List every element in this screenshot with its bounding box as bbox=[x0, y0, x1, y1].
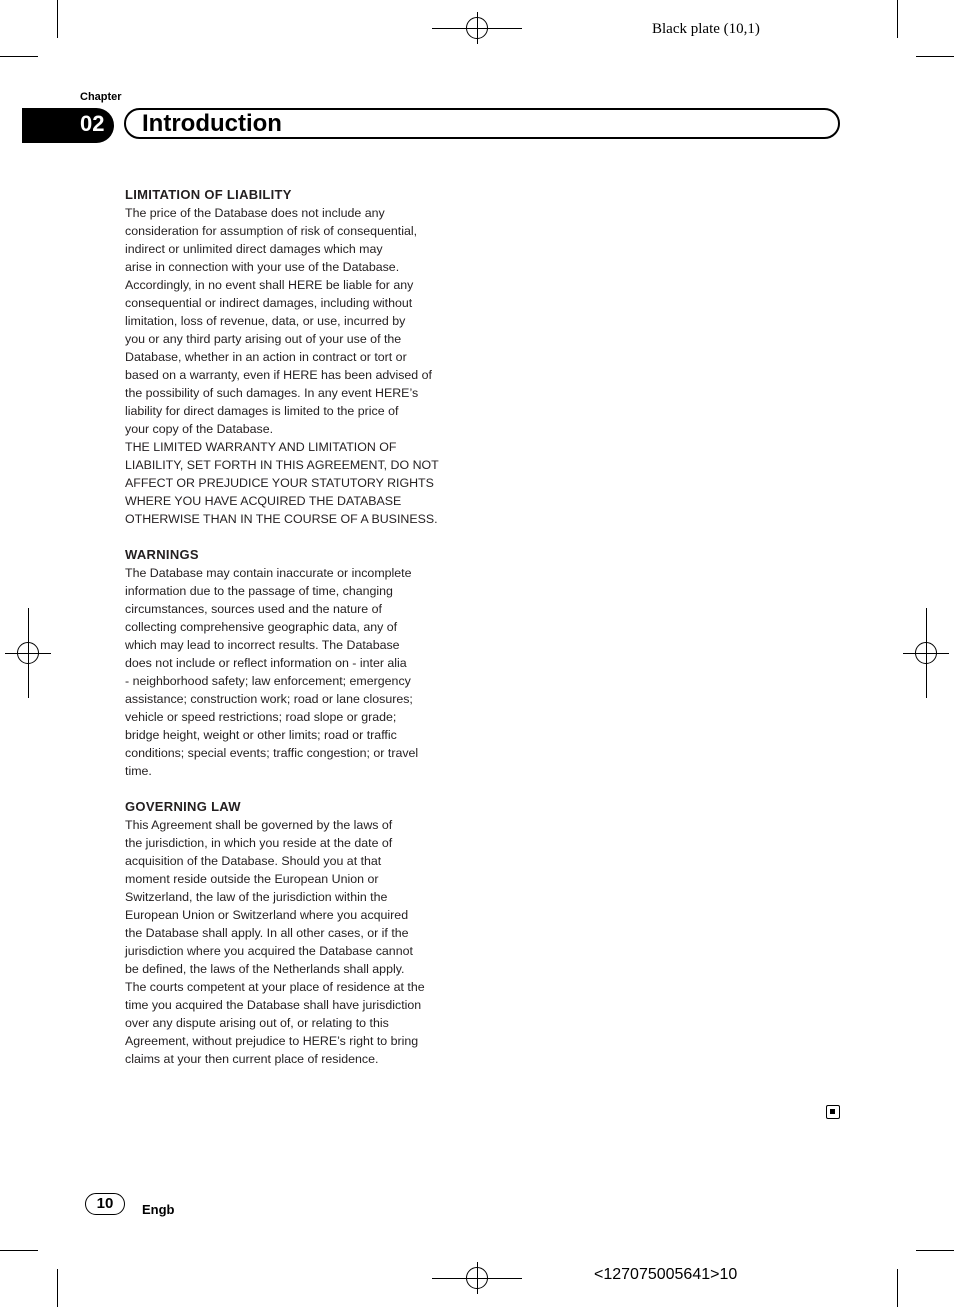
crop-mark bbox=[0, 56, 38, 57]
section-heading: GOVERNING LAW bbox=[125, 799, 241, 814]
crop-mark bbox=[916, 56, 954, 57]
section-paragraph: THE LIMITED WARRANTY AND LIMITATION OF LIABILITY, SET FORTH IN THIS AGREEMENT, DO NOT AFFECT OR PREJUDICE YOUR STATUTORY RIGHTS WHERE YOU HAVE ACQUIRED THE DATABASE OTHERWISE THAN IN THE COURSE OF A BUSINESS. bbox=[125, 440, 439, 526]
language-code: Engb bbox=[142, 1202, 175, 1217]
main-content bbox=[125, 186, 465, 1068]
section-paragraph: The price of the Database does not include any consideration for assumption of risk of consequential, indirect or unlimited direct damages which may arise in connection with your use of the Database. Accordingly, in no event shall HERE be liable for any consequential or indirect damages, including without limitation, loss of revenue, data, or use, incurred by you or any third party arising out of your use of the Database, whether in an action in contract or tort or based on a warranty, even if HERE has been advised of the possibility of such damages. In any event HERE’s liability for direct damages is limited to the price of your copy of the Database. bbox=[125, 206, 432, 436]
crop-mark bbox=[916, 1250, 954, 1251]
section-heading: WARNINGS bbox=[125, 547, 199, 562]
end-of-section-icon bbox=[826, 1105, 840, 1119]
crop-mark bbox=[897, 1269, 898, 1307]
crop-mark bbox=[57, 1269, 58, 1307]
crop-mark bbox=[0, 1250, 38, 1251]
document-code: <127075005641>10 bbox=[594, 1266, 738, 1283]
section-paragraph: This Agreement shall be governed by the laws of the jurisdiction, in which you reside at the date of acquisition of the Database. Should you at that moment reside outside the European Union or Switzerland, the law of the jurisdiction within the European Union or Switzerland where you acquired the Database shall apply. In all other cases, or if the jurisdiction where you acquired the Database cannot be defined, the laws of the Netherlands shall apply. The courts competent at your place of residence at the time you acquired the Database shall have jurisdiction over any dispute arising out of, or relating to this Agreement, without prejudice to HERE’s right to bring claims at your then current place of residence. bbox=[125, 818, 425, 1066]
crop-mark bbox=[897, 0, 898, 38]
registration-circle bbox=[466, 17, 488, 39]
crop-mark bbox=[57, 0, 58, 38]
section-heading: LIMITATION OF LIABILITY bbox=[125, 187, 292, 202]
plate-label: Black plate (10,1) bbox=[652, 21, 760, 37]
registration-circle bbox=[915, 642, 937, 664]
chapter-number: 02 bbox=[80, 111, 105, 136]
chapter-title: Introduction bbox=[142, 110, 282, 137]
section-paragraph: The Database may contain inaccurate or incomplete information due to the passage of time, changing circumstances, sources used and the nature of collecting comprehensive geographic data, any of which may lead to incorrect results. The Database does not include or reflect information on - inter alia - neighborhood safety; law enforcement; emergency assistance; construction work; road or lane closures; vehicle or speed restrictions; road slope or grade; bridge height, weight or other limits; road or traffic conditions; special events; traffic congestion; or travel time. bbox=[125, 566, 419, 778]
page-number: 10 bbox=[85, 1193, 125, 1215]
registration-circle bbox=[17, 642, 39, 664]
registration-circle bbox=[466, 1267, 488, 1289]
chapter-label: Chapter bbox=[80, 91, 122, 103]
